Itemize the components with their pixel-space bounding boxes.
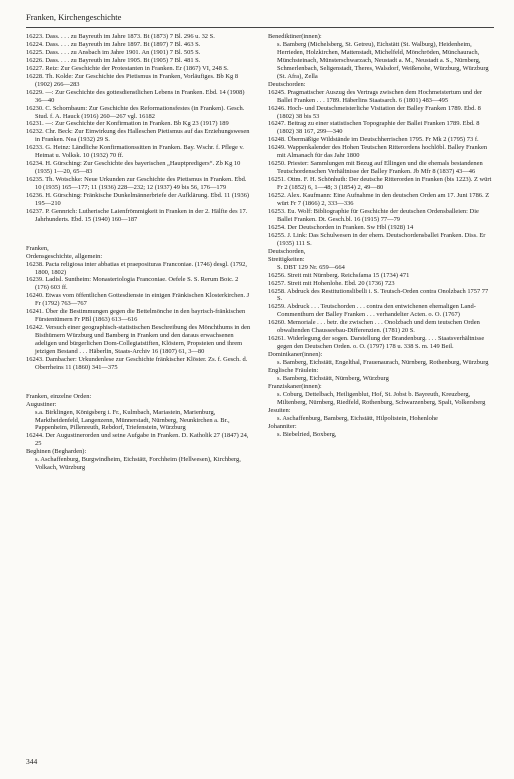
bibliography-entry: 16237. P. Gennrich: Lutherische Laienfrömmigkeit in Franken in der 2. Hälfte des 17. Jahrhunderts. Ebd. 15 (1940) 160—187: [26, 207, 248, 223]
bibliography-entry: 16241. Über die Bestimmungen gegen die Bettelmönche in den bayrisch-fränkischen Fürstentümern Fr PBl (1863) 613—616: [26, 308, 246, 324]
bibliography-entry: 16227. Reiz: Zur Geschichte der Protestanten in Franken. Er (1867) VI, 248 S.: [26, 64, 229, 72]
subsection-heading: Ordensgeschichte, allgemein:: [26, 252, 103, 260]
cross-reference: s. Coburg, Dettelbach, Heiligenblut, Hof, St. Jobst b. Bayreuth, Kreuzberg, Miltenberg, Nürnberg, Riedfeld, Rothenburg, Schwarzenberg, Spalt, Volkersberg: [277, 390, 486, 406]
bibliography-entry: 16261. Widerlegung der sogen. Darstellung der Brandenburg. . . . Staatsverhältnisse gegen den Deutschen Orden. o. O. (1797) 178 u. 338 S. m. 149 Beil.: [268, 335, 485, 351]
right-column: [268, 33, 494, 439]
subsection-heading: Streitigkeiten:: [268, 255, 305, 263]
bibliography-entry: 16236. H. Gürsching: Fränkische Dunkelmännerbriefe der Aufklärung. Ebd. 11 (1936) 195—210: [26, 192, 250, 208]
cross-reference: s. Bamberg, Eichstätt, Nürnberg, Würzburg: [277, 374, 389, 382]
bibliography-entry: 16246. Hoch- und Deutschmeisterliche Visitation der Balley Franken 1789. Ebd. 8 (1802) 38 bis 53: [268, 104, 481, 120]
spacer: [26, 230, 252, 238]
subsection-heading: Johanniter:: [268, 422, 297, 430]
bibliography-entry: 16250. Priester: Sammlungen mit Bezug auf Ellingen und die ehemals bestandenen Teutschordenschen Verhältnisse der Balley Franken. Jb Mfr 8 (1837) 43—46: [268, 160, 483, 176]
subsection-heading: Beghinen (Begharden):: [26, 448, 87, 456]
bibliography-entry: 16230. C. Schornbaum: Zur Geschichte des Reformationsfestes (in Franken). Gesch. Stud. f. A. Hauck (1916) 260—267 vgl. 16182: [26, 104, 245, 120]
subsection-heading: Franziskaner(innen):: [268, 382, 322, 390]
bibliography-entry: 16247. Beitrag zu einer statistischen Topographie der Ballei Franken 1789. Ebd. 8 (1802) 38 167, 299—340: [268, 120, 480, 136]
bibliography-entry: 16251. Ottm. F. H. Schönhuth: Der deutsche Ritterorden in Franken (bis 1223). Z würt Fr 2 (1852) 6, 1—48; 3 (1854) 2, 49—80: [268, 176, 492, 192]
bibliography-entry: 16224. Dass. . . . zu Bayreuth im Jahre 1897. Bt (1897) 7 Bl. 463 S.: [26, 40, 201, 48]
bibliography-entry: 16257. Streit mit Hohenlohe. Ebd. 20 (1736) 723: [268, 279, 395, 287]
bibliography-entry: 16232. Chr. Beck: Zur Einwirkung des Halleschen Pietismus auf das Erziehungswesen in Franken. Nea (1932) 29 S.: [26, 128, 250, 144]
page-number: 344: [26, 757, 38, 766]
bibliography-entry: 16249. Wappenkalender des Hohen Teutschen Ritterordens hochlöbl. Balley Franken mit Almanach für das Jahr 1800: [268, 144, 488, 160]
bibliography-entry: 16233. G. Heinz: Ländliche Konfirmationssitten in Franken. Bay. Wschr. f. Pflege v. Heimat u. Volksk. 10 (1932) 70 ff.: [26, 144, 244, 160]
bibliography-entry: 16239. Ladisl. Suntheim: Monasteriologia Franconiae. Oefele S. S. Rerum Boic. 2 (176) 603 ff.: [26, 276, 239, 292]
bibliography-entry: 16244. Der Augustinerorden und seine Aufgabe in Franken. D. Katholik 27 (1847) 24, 25: [26, 432, 249, 448]
subsection-heading: Jesuiten:: [268, 406, 291, 414]
bibliography-entry: 16256. Streit mit Nürnberg. Reichsfama 15 (1734) 471: [268, 271, 410, 279]
cross-reference: s. Bamberg, Eichstätt, Engelthal, Frauenaurach, Nürnberg, Rothenburg, Würzburg: [277, 359, 489, 367]
bibliography-entry: 16255. J. Link: Das Schulwesen in der ehem. Deutschordensballei Franken. Diss. Er (1935) 111 S.: [268, 231, 486, 247]
section-heading: Franken, einzelne Orden:: [26, 392, 92, 400]
bibliography-entry: 16228. Th. Kolde: Zur Geschichte des Pietismus in Franken, Vorläufiges. Bb Kg 8 (1902) 266—283: [26, 72, 239, 88]
bibliography-entry: 16229. —: Zur Geschichte des gottesdienstlichen Lebens in Franken. Ebd. 14 (1908) 36—40: [26, 88, 245, 104]
spacer: [26, 378, 252, 386]
subsection-heading: Deutschorden,: [268, 247, 306, 255]
bibliography-entry: 16231. —: Zur Geschichte der Konfirmation in Franken. Bb Kg 23 (1917) 189: [26, 120, 229, 128]
bibliography-entry: 16245. Pragmatischer Auszug des Vertrags zwischen dem Hochmeistertum und der Ballei Franken . . . 1789. Häberlins Staatsarch. 6 (1801) 483—495: [268, 88, 483, 104]
subsection-heading: Englische Fräulein:: [268, 367, 319, 375]
bibliography-entry: 16234. H. Gürsching: Zur Geschichte des bayerischen „Hauptpredigers“. Zb Kg 10 (1935) 1—20, 65—83: [26, 160, 241, 176]
subsection-heading: Dominikaner(innen):: [268, 351, 323, 359]
bibliography-entry: 16258. Abdruck des Restitutionslibelli i. S. Teutsch-Orden contra Onolzbach 1757 77 S.: [268, 287, 489, 303]
bibliography-entry: 16238. Pacta religiosa inter abbatias et praeposituras Franconiae. (1746) desgl. (1792, 1800, 1802): [26, 260, 247, 276]
bibliography-entry: 16259. Abdruck . . . Teutschorden . . . contra den entwichenen ehemaligen Land-Commenthurn der Balley Franken . . . verhandelter Acten. o. O. (1767): [268, 303, 476, 319]
bibliography-entry: 16252. Alex. Kaufmann: Eine Aufnahme in den deutschen Orden am 17. Juni 1786. Z würt Fr 7 (1866) 2, 333—336: [268, 192, 490, 208]
bibliography-entry: 16226. Dass. . . . zu Bayreuth im Jahre 1905. Bt (1905) 7 Bl. 481 S.: [26, 56, 201, 64]
bibliography-entry: 16248. Übermäßige Wildstände im Deutschherrischen 1795. Fr Mk 2 (1795) 73 f.: [268, 136, 479, 144]
subsection-heading: Augustiner:: [26, 400, 57, 408]
running-header: Franken, Kirchengeschichte: [26, 12, 122, 22]
bibliography-entry: 16240. Etwas vom öffentlichen Gottesdienste in einigen Fränkischen Klosterkirchen. J Fr (1792) 763—767: [26, 292, 250, 308]
section-heading: Franken,: [26, 244, 49, 252]
bibliography-entry: 16260. Memoriale . . . betr. die zwischen . . . Onolzbach und dem teutschen Orden obwaltenden Chausseebau-Differenzien. (1781) 20 S.: [268, 319, 480, 335]
bibliography-entry: 16254. Der Deutschorden in Franken. Sw Hbl (1928) 14: [268, 223, 414, 231]
bibliography-entry: 16243. Dambacher: Urkundenlese zur Geschichte fränkischer Klöster. Zs. f. Gesch. d. Oberrheins 11 (1860) 341—375: [26, 355, 248, 371]
subsection-heading: Benediktiner(innen):: [268, 33, 322, 40]
cross-reference: s. Biebelried, Boxberg,: [277, 430, 337, 438]
cross-reference: s.a. Birklingen, Königsberg i. Fr., Kulmbach, Mariastein, Marienburg, Marktheidenfeld, Langenzenn, Münnerstadt, Nürnberg, Neunkirchen a. Br., Pappenheim, Pillenreuth, Rebdorf, Triefenstein, Würzburg: [35, 408, 230, 432]
bibliography-entry: 16235. Th. Wotschke: Neue Urkunden zur Geschichte des Pietismus in Franken. Ebd. 10 (1935) 165—177; 11 (1936) 228—232; 12 (1937) 49 bis 56, 176—179: [26, 176, 247, 192]
cross-reference: S. DBT 129 Nr. 659—664: [277, 263, 345, 271]
bibliography-entry: 16242. Versuch einer geographisch-statistischen Beschreibung des Mönchthums in den Bisthümern Würzburg und Bamberg in Franken und den daraus erwachsenen adeligen und bürgerlichen Dom-Collegiatstiften, Klöstern, Propsteien und ihrem jetzigen Bestand . . . Häberlin, Staats-Archiv 16 (1807) 61, 3—80: [26, 324, 251, 356]
bibliography-entry: 16223. Dass. . . . zu Bayreuth im Jahre 1873. Bt (1873) 7 Bl. 296 u. 32 S.: [26, 33, 215, 40]
cross-reference: s. Aschaffenburg, Burgwindheim, Eichstätt, Forchheim (Hellwesen), Kirchberg, Volkach, Würzburg: [35, 456, 241, 472]
left-column: [26, 33, 252, 472]
bibliography-entry: 16225. Dass. . . . zu Ansbach im Jahre 1901. An (1901) 7 Bl. 505 S.: [26, 48, 201, 56]
header-rule: [26, 27, 494, 28]
cross-reference: s. Bamberg (Michelsberg, St. Getreu), Eichstätt (St. Walburg), Heidenheim, Herrieden, Holzkirchen, Mattenstadt, Michelfeld, Mönchröden, Münchaurach, Münchsteinach, Münsterschwarzach, Neustadt a. M., Neustadt a. S., Nürnberg, Schmerlenbach, Seligenstadt, Theres, Walsdorf, Weißenohe, Würzburg, Würzburg (St. Afra), Zella: [277, 40, 489, 80]
cross-reference: s. Aschaffenburg, Bamberg, Eichstätt, Hilpoltstein, Hohenlohe: [277, 414, 438, 422]
bibliography-entry: 16253. Eu. Wolf: Bibliographie für Geschichte der deutschen Ordensballeien: Die Ballei Franken. Dt. Gesch.bl. 16 (1915) 77—79: [268, 207, 479, 223]
subsection-heading: Deutschorden:: [268, 80, 306, 88]
